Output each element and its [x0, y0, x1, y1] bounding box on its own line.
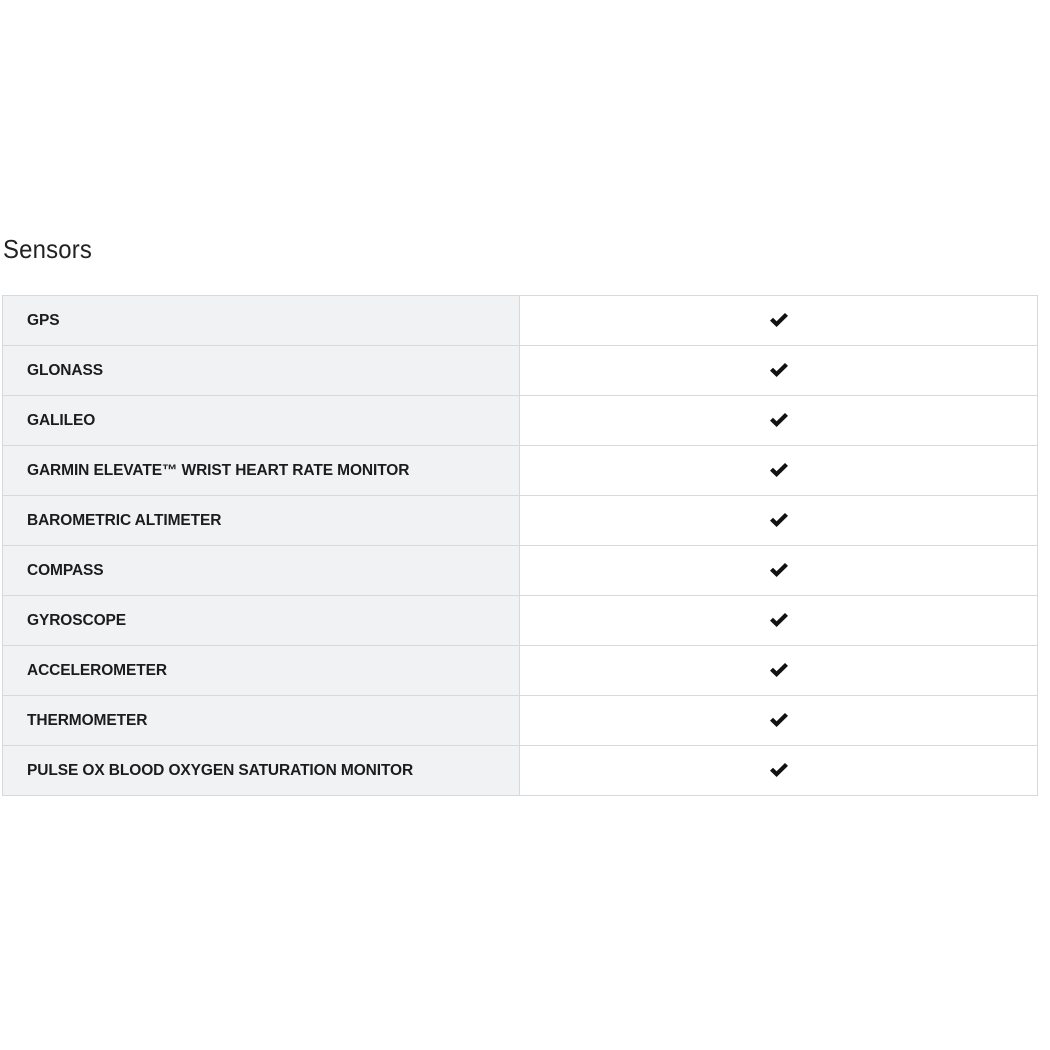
- feature-value: [520, 746, 1038, 796]
- feature-label: GARMIN ELEVATE™ WRIST HEART RATE MONITOR: [3, 446, 520, 496]
- table-row: [3, 396, 1038, 446]
- feature-value: [520, 346, 1038, 396]
- checkmark-icon: [769, 462, 789, 478]
- feature-label: GALILEO: [3, 396, 520, 446]
- table-row: [3, 696, 1038, 746]
- feature-label: PULSE OX BLOOD OXYGEN SATURATION MONITOR: [3, 746, 520, 796]
- feature-label: GYROSCOPE: [3, 596, 520, 646]
- feature-label: COMPASS: [3, 546, 520, 596]
- checkmark-icon: [769, 512, 789, 528]
- sensors-spec-table: [2, 295, 1038, 796]
- checkmark-icon: [769, 562, 789, 578]
- checkmark-icon: [769, 662, 789, 678]
- table-row: [3, 546, 1038, 596]
- section-title: Sensors: [3, 234, 93, 264]
- feature-label: GPS: [3, 296, 520, 346]
- table-row: [3, 646, 1038, 696]
- feature-value: [520, 446, 1038, 496]
- table-row: [3, 296, 1038, 346]
- feature-value: [520, 546, 1038, 596]
- checkmark-icon: [769, 312, 789, 328]
- feature-label: GLONASS: [3, 346, 520, 396]
- feature-label: ACCELEROMETER: [3, 646, 520, 696]
- checkmark-icon: [769, 412, 789, 428]
- feature-label: THERMOMETER: [3, 696, 520, 746]
- table-row: [3, 596, 1038, 646]
- feature-value: [520, 296, 1038, 346]
- feature-value: [520, 596, 1038, 646]
- checkmark-icon: [769, 612, 789, 628]
- table-row: [3, 346, 1038, 396]
- feature-value: [520, 396, 1038, 446]
- table-row: [3, 446, 1038, 496]
- checkmark-icon: [769, 762, 789, 778]
- table-row: [3, 496, 1038, 546]
- checkmark-icon: [769, 362, 789, 378]
- feature-value: [520, 696, 1038, 746]
- feature-value: [520, 646, 1038, 696]
- checkmark-icon: [769, 712, 789, 728]
- feature-label: BAROMETRIC ALTIMETER: [3, 496, 520, 546]
- feature-value: [520, 496, 1038, 546]
- table-row: [3, 746, 1038, 796]
